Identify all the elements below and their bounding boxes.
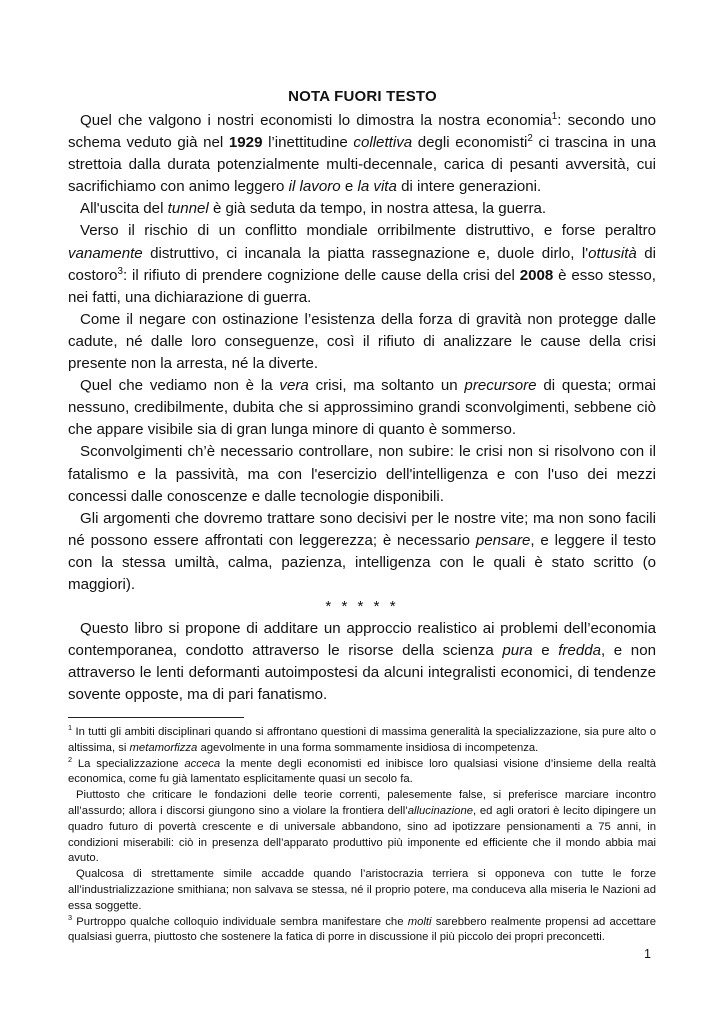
italic-text: acceca <box>184 757 221 770</box>
text-run: : il rifiuto di prendere cognizione delle cause della crisi del <box>122 266 520 284</box>
text-run: All'uscita del <box>80 200 168 218</box>
paragraph-3 <box>68 220 656 308</box>
footnote-number: 2 <box>68 754 73 764</box>
text-run: Gli argomenti che dovremo trattare sono decisivi per le nostre vite; ma non sono facili né possono essere affrontati con leggerezza; è necessario <box>68 509 656 549</box>
italic-text: pura <box>502 642 533 660</box>
italic-text: molti <box>407 915 432 928</box>
footnote-ref-1[interactable]: 1 <box>551 110 558 122</box>
footnote-number: 1 <box>68 723 73 733</box>
text-run: , e leggere il testo con la stessa umiltà, calma, pazienza, intelligenza con le quali è stato scritto (o maggiori). <box>68 531 656 593</box>
text-run: Piuttosto che criticare le fondazioni delle teorie correnti, palesemente false, si preferisce marciare incontro all’assurdo; allora i discorsi giungono sino a violare la frontiera dell’ <box>68 789 656 817</box>
body-text <box>68 110 656 707</box>
footnote-1 <box>68 725 656 757</box>
footnotes <box>68 725 656 946</box>
italic-text: collettiva <box>353 134 413 152</box>
text-run: di intere generazioni. <box>396 178 542 196</box>
text-run: la mente degli economisti ed inibisce loro qualsiasi visione d’insieme della realtà economica, come fu già lamentato esplicitamente quasi un secolo fa. <box>68 757 656 786</box>
page-number: 1 <box>644 947 651 961</box>
text-run: sarebbero realmente propensi ad accettare qualsiasi guerra, piuttosto che sostenere la fatica di porre in discussione il più piccolo dei propri preconcetti. <box>68 915 656 944</box>
italic-text: pensare <box>475 531 531 549</box>
text-run: Purtroppo qualche colloquio individuale sembra manifestare che <box>72 915 408 928</box>
italic-text: metamorfizza <box>129 741 198 754</box>
text-run: : secondo uno schema veduto già nel <box>68 112 656 152</box>
italic-text: allucinazione <box>407 804 474 817</box>
footnote-ref-3[interactable]: 3 <box>117 265 123 277</box>
section-separator: * * * * * <box>325 598 399 616</box>
text-run: è esso stesso, nei fatti, una dichiarazione di guerra. <box>68 266 656 306</box>
text-run: e <box>532 642 559 660</box>
bold-year: 1929 <box>228 134 263 152</box>
italic-text: ottusità <box>588 244 637 262</box>
italic-text: vera <box>279 377 309 395</box>
footnote-number: 3 <box>68 912 73 922</box>
text-run: è già seduta da tempo, in nostra attesa, la guerra. <box>208 200 547 218</box>
paragraph-5 <box>68 375 656 441</box>
italic-text: il lavoro <box>288 178 341 196</box>
paragraph-2 <box>68 198 656 220</box>
text-run: degli economisti <box>412 134 528 152</box>
text-run: distruttivo, ci incanala la piatta rassegnazione e, duole dirlo, l' <box>142 244 589 262</box>
bold-year: 2008 <box>519 266 554 284</box>
text-run: In tutti gli ambiti disciplinari quando si affrontano questioni di massima generalità la specializzazione, sia pure alto o altissima, si <box>68 726 656 754</box>
footnote-ref-2[interactable]: 2 <box>527 133 533 145</box>
text-run: Verso il rischio di un conflitto mondiale orribilmente distruttivo, e forse peraltro <box>80 222 656 240</box>
italic-text: precursore <box>464 377 537 395</box>
text-run: , ed agli oratori è lecito dipingere un quadro futuro di povertà crescente e di universale abbandono, sino ad ipotizzare pensionamenti a 75 anni, in condizioni miserabili: ciò in presenza dell’apparato produttivo più imponente ed efficiente che il mondo abbia mai avuto. <box>68 804 656 865</box>
italic-text: vanamente <box>68 244 143 262</box>
page-title: NOTA FUORI TESTO <box>288 88 437 105</box>
footnote-3 <box>68 912 656 947</box>
text-run: e <box>340 178 358 196</box>
text-run: La specializzazione <box>72 757 185 770</box>
footnote-2-continued <box>68 788 656 867</box>
text-run: Quel che valgono i nostri economisti lo dimostra la nostra economia <box>80 112 552 129</box>
text-run: di questa; ormai nessuno, credibilmente, dubita che si approssimino grandi sconvolgimenti, sebbene ciò che appare visibile sia di gran lunga minore di quanto è sommerso. <box>68 377 656 439</box>
text-run: Questo libro si propone di additare un approccio realistico ai problemi dell’economia contemporanea, condotto attraverso le risorse della scienza <box>68 620 656 660</box>
text-run: agevolmente in una forma sommamente insidiosa di incompetenza. <box>197 741 539 754</box>
text-run: ci trascina in una strettoia dalla durata potenzialmente multi-decennale, carica di pesanti avversità, cui sacrifichiamo con animo leggero <box>68 134 656 196</box>
text-run: di costoro <box>68 244 656 284</box>
paragraph-4: Come il negare con ostinazione l’esistenza della forza di gravità non protegge dalle cadute, né dalle loro conseguenze, così il rifiuto di analizzare le cause della crisi presente non la arresta, né la diverte. <box>68 310 656 373</box>
italic-text: la vita <box>357 178 397 196</box>
italic-text: tunnel <box>167 200 209 218</box>
text-run: Quel che vediamo non è la <box>80 377 280 395</box>
footnote-divider <box>68 717 244 718</box>
paragraph-1 <box>68 110 656 198</box>
text-run: crisi, ma soltanto un <box>308 377 465 395</box>
paragraph-7 <box>68 508 656 596</box>
italic-text: fredda <box>558 642 602 660</box>
footnote-2-continued-2: Qualcosa di strettamente simile accadde quando l’aristocrazia terriera si opponeva con tutte le forze all’industrializzazione smithiana; non salvava se stessa, né il proprio potere, ma conduceva alla miseria le Nazioni ad essa soggette. <box>68 868 656 912</box>
footnote-2 <box>68 754 656 789</box>
paragraph-8 <box>68 618 656 706</box>
paragraph-6: Sconvolgimenti ch’è necessario controllare, non subire: le crisi non si risolvono con il fatalismo e la passività, ma con l'esercizio dell'intelligenza e con l'uso dei mezzi concessi dalle conoscenze e dalle tecnologie disponibili. <box>68 443 656 505</box>
text-run: , e non attraverso le lenti deformanti autoimpostesi da alcuni integralisti economici, di tendenze sovente opposte, ma di pari fanatismo. <box>68 642 656 704</box>
text-run: l’inettitudine <box>262 134 354 152</box>
